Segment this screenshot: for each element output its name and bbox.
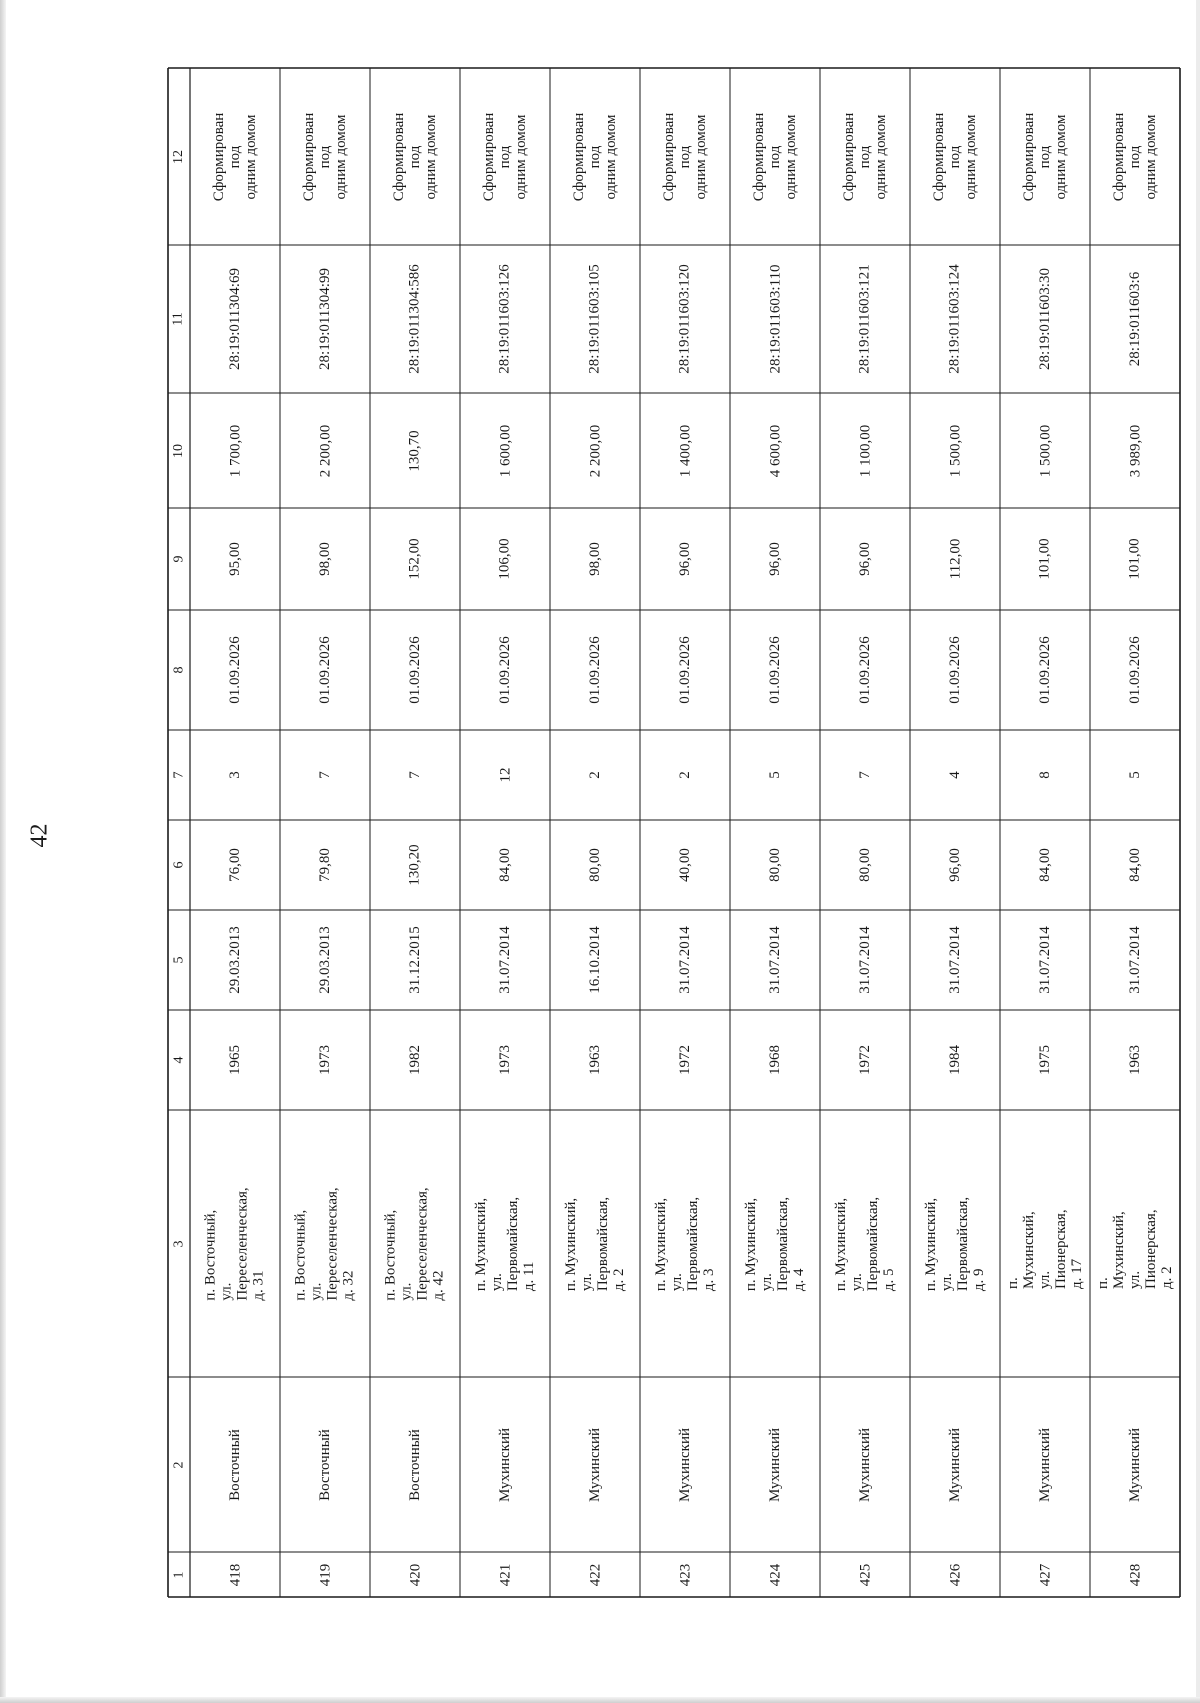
cell-cadastral-number-text: 28:19:011603:110 <box>767 264 784 374</box>
cell-cost-text: 130,70 <box>407 429 423 472</box>
cell-build-year-text: 1968 <box>767 1045 783 1075</box>
cell-resettlement-date-text: 01.09.2026 <box>1127 636 1143 704</box>
page-number <box>20 815 60 855</box>
cell-land-area-text: 101,00 <box>1037 538 1053 580</box>
cell-living-area-text: 84,00 <box>1037 848 1053 882</box>
header-col-2 <box>168 1377 190 1552</box>
cell-cadastral-number-text: 28:19:011304:99 <box>317 268 334 370</box>
cell-settlement-text: Мухинский <box>677 1427 693 1502</box>
cell-residents-text: 12 <box>497 767 513 783</box>
cell-emergency-date <box>820 910 910 1010</box>
cell-land-area <box>550 508 640 610</box>
scan-edge-left <box>0 0 6 1703</box>
header-col-1 <box>168 1552 190 1597</box>
cell-resettlement-date <box>460 610 550 730</box>
cell-living-area-text: 40,00 <box>677 848 693 882</box>
cell-address <box>1090 1110 1180 1377</box>
cell-land-area <box>1000 508 1090 610</box>
cell-row-number <box>640 1552 730 1597</box>
cell-cost-text: 4 600,00 <box>767 424 783 477</box>
cell-build-year <box>190 1010 280 1110</box>
cell-build-year <box>1090 1010 1180 1110</box>
cell-land-note <box>550 68 640 245</box>
cell-build-year-text: 1963 <box>1127 1045 1143 1075</box>
cell-row-number-text: 421 <box>497 1563 513 1586</box>
cell-emergency-date-text: 31.12.2015 <box>407 926 423 994</box>
cell-build-year-text: 1973 <box>497 1045 513 1075</box>
header-col-7-text: 7 <box>171 771 186 779</box>
cell-settlement-text: Мухинский <box>857 1427 873 1502</box>
cell-settlement-text: Мухинский <box>587 1427 603 1502</box>
cell-living-area <box>820 820 910 910</box>
header-col-12-text: 12 <box>171 149 186 164</box>
cell-address <box>460 1110 550 1377</box>
cell-land-note-text: Сформирован под одним домом <box>841 112 889 201</box>
cell-cost-text: 2 200,00 <box>587 424 603 477</box>
cell-living-area-text: 80,00 <box>767 848 783 882</box>
cell-build-year <box>730 1010 820 1110</box>
cell-row-number <box>730 1552 820 1597</box>
cell-cost-text: 1 500,00 <box>947 424 963 477</box>
cell-living-area-text: 84,00 <box>497 848 513 882</box>
cell-settlement <box>1090 1377 1180 1552</box>
cell-living-area <box>190 820 280 910</box>
cell-residents <box>280 730 370 820</box>
cell-land-area <box>190 508 280 610</box>
cell-living-area <box>640 820 730 910</box>
header-col-3 <box>168 1110 190 1377</box>
cell-emergency-date <box>550 910 640 1010</box>
cell-resettlement-date <box>190 610 280 730</box>
cell-resettlement-date <box>280 610 370 730</box>
cell-emergency-date <box>730 910 820 1010</box>
cell-cost <box>1090 393 1180 508</box>
header-col-5 <box>168 910 190 1010</box>
cell-land-note <box>190 68 280 245</box>
cell-land-note <box>1090 68 1180 245</box>
header-col-7 <box>168 730 190 820</box>
cell-residents <box>370 730 460 820</box>
cell-land-note <box>820 68 910 245</box>
header-col-9 <box>168 508 190 610</box>
cell-cost <box>730 393 820 508</box>
cell-residents-text: 4 <box>947 771 963 779</box>
cell-cost <box>190 393 280 508</box>
cell-settlement <box>460 1377 550 1552</box>
header-col-10 <box>168 393 190 508</box>
cell-address-text: п. Мухинский, ул. Пионерская, д. 17 <box>1005 1208 1085 1289</box>
cell-living-area <box>550 820 640 910</box>
cell-address-text: п. Мухинский, ул. Первомайская, д. 4 <box>743 1196 808 1291</box>
cell-settlement <box>1000 1377 1090 1552</box>
cell-row-number <box>280 1552 370 1597</box>
cell-land-area <box>730 508 820 610</box>
cell-land-note-text: Сформирован под одним домом <box>301 112 349 201</box>
cell-cadastral-number-text: 28:19:011603:121 <box>857 264 874 374</box>
cell-land-note-text: Сформирован под одним домом <box>571 112 619 201</box>
cell-build-year <box>820 1010 910 1110</box>
cell-living-area <box>910 820 1000 910</box>
cell-living-area <box>280 820 370 910</box>
cell-build-year-text: 1965 <box>227 1045 243 1075</box>
cell-land-note-text: Сформирован под одним домом <box>391 112 439 201</box>
cell-build-year-text: 1973 <box>317 1045 333 1075</box>
cell-build-year <box>640 1010 730 1110</box>
scan-edge-bottom <box>0 1697 1200 1703</box>
cell-living-area-text: 96,00 <box>947 848 963 882</box>
cell-land-area <box>370 508 460 610</box>
header-col-6-text: 6 <box>171 861 186 869</box>
cell-settlement-text: Восточный <box>407 1428 423 1501</box>
cell-cadastral-number <box>550 245 640 393</box>
cell-cadastral-number-text: 28:19:011603:105 <box>587 264 604 374</box>
cell-living-area-text: 80,00 <box>857 848 873 882</box>
cell-cost <box>280 393 370 508</box>
cell-build-year-text: 1975 <box>1037 1045 1053 1075</box>
cell-row-number <box>820 1552 910 1597</box>
header-col-8 <box>168 610 190 730</box>
cell-cadastral-number <box>820 245 910 393</box>
cell-cost <box>1000 393 1090 508</box>
cell-cadastral-number <box>1000 245 1090 393</box>
cell-cadastral-number-text: 28:19:011603:124 <box>947 264 964 374</box>
cell-land-area-text: 152,00 <box>407 538 423 580</box>
cell-row-number-text: 424 <box>767 1563 783 1586</box>
cell-land-area-text: 112,00 <box>946 538 963 580</box>
cell-land-note-text: Сформирован под одним домом <box>751 112 799 201</box>
cell-settlement-text: Мухинский <box>767 1427 783 1502</box>
cell-land-note <box>370 68 460 245</box>
cell-residents-text: 2 <box>587 771 603 779</box>
cell-address-text: п. Восточный, ул. Переселенческая, д. 31 <box>203 1186 268 1301</box>
cell-row-number <box>190 1552 280 1597</box>
cell-residents <box>640 730 730 820</box>
cell-cost-text: 1 100,00 <box>857 424 873 477</box>
cell-resettlement-date <box>820 610 910 730</box>
cell-residents <box>190 730 280 820</box>
cell-living-area-text: 80,00 <box>587 848 603 882</box>
cell-living-area <box>460 820 550 910</box>
cell-living-area <box>730 820 820 910</box>
cell-resettlement-date-text: 01.09.2026 <box>1037 636 1053 704</box>
cell-resettlement-date-text: 01.09.2026 <box>947 636 963 704</box>
cell-row-number-text: 423 <box>677 1563 693 1586</box>
cell-residents-text: 8 <box>1037 771 1053 779</box>
cell-land-note <box>280 68 370 245</box>
cell-land-note-text: Сформирован под одним домом <box>1021 112 1069 201</box>
cell-resettlement-date-text: 01.09.2026 <box>317 636 333 704</box>
cell-address <box>280 1110 370 1377</box>
cell-settlement <box>550 1377 640 1552</box>
cell-address-text: п. Мухинский, ул. Первомайская, д. 5 <box>833 1196 898 1291</box>
cell-address <box>820 1110 910 1377</box>
cell-row-number-text: 428 <box>1127 1563 1143 1586</box>
cell-cost-text: 1 700,00 <box>227 424 243 477</box>
cell-emergency-date-text: 31.07.2014 <box>677 926 693 994</box>
cell-build-year <box>1000 1010 1090 1110</box>
header-col-11-text: 11 <box>170 312 186 326</box>
cell-resettlement-date-text: 01.09.2026 <box>857 636 873 704</box>
header-col-10-text: 10 <box>171 443 186 458</box>
cell-emergency-date <box>910 910 1000 1010</box>
cell-living-area <box>1000 820 1090 910</box>
cell-emergency-date <box>190 910 280 1010</box>
cell-residents <box>1090 730 1180 820</box>
cell-emergency-date <box>1000 910 1090 1010</box>
cell-address-text: п. Мухинский, ул. Первомайская, д. 11 <box>473 1196 538 1291</box>
cell-land-area-text: 95,00 <box>227 542 243 576</box>
cell-cost <box>370 393 460 508</box>
cell-emergency-date <box>370 910 460 1010</box>
cell-settlement <box>820 1377 910 1552</box>
cell-residents <box>910 730 1000 820</box>
cell-cost-text: 1 400,00 <box>677 424 693 477</box>
cell-cost-text: 1 600,00 <box>497 424 513 477</box>
cell-address <box>1000 1110 1090 1377</box>
cell-row-number-text: 422 <box>587 1563 603 1586</box>
cell-cadastral-number-text: 28:19:011603:6 <box>1127 271 1144 367</box>
cell-settlement <box>280 1377 370 1552</box>
cell-residents-text: 3 <box>227 771 243 779</box>
cell-settlement <box>910 1377 1000 1552</box>
cell-cadastral-number <box>1090 245 1180 393</box>
cell-land-area-text: 96,00 <box>767 542 783 576</box>
cell-build-year <box>910 1010 1000 1110</box>
cell-row-number <box>1090 1552 1180 1597</box>
cell-build-year-text: 1972 <box>677 1045 693 1075</box>
cell-resettlement-date-text: 01.09.2026 <box>587 636 603 704</box>
cell-living-area <box>370 820 460 910</box>
cell-row-number <box>910 1552 1000 1597</box>
cell-emergency-date-text: 31.07.2014 <box>947 926 963 994</box>
cell-address <box>910 1110 1000 1377</box>
cell-emergency-date-text: 16.10.2014 <box>587 926 603 994</box>
cell-residents-text: 7 <box>407 771 423 779</box>
cell-row-number <box>370 1552 460 1597</box>
cell-build-year-text: 1963 <box>587 1045 603 1075</box>
cell-cadastral-number-text: 28:19:011603:30 <box>1037 268 1054 370</box>
cell-emergency-date-text: 31.07.2014 <box>857 926 873 994</box>
scan-edge-right <box>1196 0 1200 1703</box>
cell-build-year <box>550 1010 640 1110</box>
cell-living-area-text: 76,00 <box>227 848 243 882</box>
cell-row-number <box>1000 1552 1090 1597</box>
cell-emergency-date <box>640 910 730 1010</box>
cell-land-note <box>1000 68 1090 245</box>
cell-resettlement-date-text: 01.09.2026 <box>407 636 423 704</box>
cell-row-number-text: 419 <box>317 1563 333 1586</box>
cell-land-note <box>640 68 730 245</box>
cell-address <box>190 1110 280 1377</box>
cell-settlement-text: Восточный <box>227 1428 243 1501</box>
cell-address <box>730 1110 820 1377</box>
cell-build-year <box>280 1010 370 1110</box>
cell-resettlement-date <box>730 610 820 730</box>
header-col-1-text: 1 <box>171 1571 186 1578</box>
cell-resettlement-date <box>370 610 460 730</box>
cell-emergency-date-text: 31.07.2014 <box>497 926 513 994</box>
cell-build-year-text: 1982 <box>407 1045 423 1075</box>
cell-land-note-text: Сформирован под одним домом <box>481 112 529 201</box>
cell-cost <box>550 393 640 508</box>
cell-residents-text: 5 <box>767 771 783 779</box>
cell-land-note <box>460 68 550 245</box>
cell-build-year-text: 1984 <box>947 1045 963 1075</box>
cell-settlement-text: Мухинский <box>497 1427 513 1502</box>
cell-land-area <box>460 508 550 610</box>
cell-cost-text: 2 200,00 <box>317 424 333 477</box>
cell-emergency-date <box>1090 910 1180 1010</box>
cell-emergency-date <box>460 910 550 1010</box>
cell-address-text: п. Мухинский, ул. Первомайская, д. 2 <box>563 1196 628 1291</box>
cell-land-area-text: 98,00 <box>587 542 603 576</box>
cell-land-note-text: Сформирован под одним домом <box>661 112 709 201</box>
cell-resettlement-date <box>640 610 730 730</box>
cell-resettlement-date <box>1090 610 1180 730</box>
header-col-8-text: 8 <box>171 666 186 674</box>
cell-build-year <box>460 1010 550 1110</box>
cell-address <box>640 1110 730 1377</box>
cell-resettlement-date-text: 01.09.2026 <box>677 636 693 704</box>
cell-cadastral-number-text: 28:19:011603:120 <box>677 264 694 374</box>
cell-settlement-text: Восточный <box>317 1428 333 1501</box>
cell-cadastral-number <box>640 245 730 393</box>
cell-resettlement-date <box>910 610 1000 730</box>
cell-land-area-text: 106,00 <box>497 538 513 580</box>
header-col-11 <box>168 245 190 393</box>
cell-address-text: п. Восточный, ул. Переселенческая, д. 42 <box>383 1186 448 1301</box>
cell-land-area-text: 96,00 <box>677 542 693 576</box>
cell-cost-text: 1 500,00 <box>1037 424 1053 477</box>
cell-cadastral-number <box>730 245 820 393</box>
cell-resettlement-date-text: 01.09.2026 <box>497 636 513 704</box>
cell-emergency-date-text: 29.03.2013 <box>317 926 333 994</box>
cell-land-area <box>910 508 1000 610</box>
cell-address-text: п. Мухинский, ул. Первомайская, д. 9 <box>923 1196 988 1291</box>
cell-land-note <box>730 68 820 245</box>
header-col-2-text: 2 <box>171 1461 186 1468</box>
cell-residents-text: 7 <box>857 771 873 779</box>
cell-emergency-date-text: 31.07.2014 <box>1037 926 1053 994</box>
cell-land-note-text: Сформирован под одним домом <box>931 112 979 201</box>
cell-residents <box>1000 730 1090 820</box>
header-col-4-text: 4 <box>171 1056 186 1064</box>
cell-settlement <box>640 1377 730 1552</box>
cell-emergency-date-text: 31.07.2014 <box>767 926 783 994</box>
cell-cadastral-number <box>190 245 280 393</box>
cell-row-number-text: 420 <box>407 1563 423 1586</box>
cell-settlement <box>190 1377 280 1552</box>
cell-land-area-text: 96,00 <box>857 542 873 576</box>
cell-row-number-text: 418 <box>227 1563 243 1586</box>
cell-row-number-text: 426 <box>947 1563 963 1586</box>
cell-address-text: п. Восточный, ул. Переселенческая, д. 32 <box>293 1186 358 1301</box>
cell-land-area <box>1090 508 1180 610</box>
cell-land-area <box>280 508 370 610</box>
cell-cost <box>820 393 910 508</box>
header-col-5-text: 5 <box>171 956 186 964</box>
cell-row-number <box>460 1552 550 1597</box>
cell-row-number-text: 427 <box>1037 1563 1053 1586</box>
cell-land-note-text: Сформирован под одним домом <box>1111 112 1159 201</box>
cell-cadastral-number <box>910 245 1000 393</box>
cell-cost <box>640 393 730 508</box>
header-col-12 <box>168 68 190 245</box>
cell-residents <box>730 730 820 820</box>
cell-resettlement-date <box>1000 610 1090 730</box>
cell-land-area <box>640 508 730 610</box>
cell-address <box>370 1110 460 1377</box>
cell-cadastral-number-text: 28:19:011603:126 <box>497 264 514 374</box>
cell-cost <box>910 393 1000 508</box>
cell-settlement <box>730 1377 820 1552</box>
cell-emergency-date <box>280 910 370 1010</box>
cell-residents-text: 7 <box>317 771 333 779</box>
cell-living-area-text: 130,20 <box>407 844 423 886</box>
header-col-9-text: 9 <box>171 555 186 563</box>
cell-land-note-text: Сформирован под одним домом <box>211 112 259 201</box>
cell-build-year-text: 1972 <box>857 1045 873 1075</box>
cell-settlement <box>370 1377 460 1552</box>
cell-cost <box>460 393 550 508</box>
cell-land-note <box>910 68 1000 245</box>
cell-settlement-text: Мухинский <box>1127 1427 1143 1502</box>
header-col-4 <box>168 1010 190 1110</box>
cell-address-text: п. Мухинский, ул. Пионерская, д. 2 <box>1095 1208 1175 1289</box>
cell-settlement-text: Мухинский <box>947 1427 963 1502</box>
cell-residents-text: 5 <box>1127 771 1143 779</box>
cell-cadastral-number <box>280 245 370 393</box>
cell-row-number-text: 425 <box>857 1563 873 1586</box>
cell-cadastral-number-text: 28:19:011304:586 <box>407 264 424 374</box>
cell-land-area-text: 98,00 <box>317 542 333 576</box>
cell-row-number <box>550 1552 640 1597</box>
cell-emergency-date-text: 29.03.2013 <box>227 926 243 994</box>
cell-land-area <box>820 508 910 610</box>
cell-emergency-date-text: 31.07.2014 <box>1127 926 1143 994</box>
cell-living-area <box>1090 820 1180 910</box>
cell-cost-text: 3 989,00 <box>1127 424 1143 477</box>
header-col-3-text: 3 <box>171 1240 186 1247</box>
cell-resettlement-date <box>550 610 640 730</box>
cell-resettlement-date-text: 01.09.2026 <box>227 636 243 704</box>
cell-cadastral-number <box>370 245 460 393</box>
header-col-6 <box>168 820 190 910</box>
cell-residents <box>550 730 640 820</box>
cell-settlement-text: Мухинский <box>1037 1427 1053 1502</box>
cell-residents <box>460 730 550 820</box>
cell-living-area-text: 84,00 <box>1127 848 1143 882</box>
cell-address <box>550 1110 640 1377</box>
cell-address-text: п. Мухинский, ул. Первомайская, д. 3 <box>653 1196 718 1291</box>
cell-build-year <box>370 1010 460 1110</box>
cell-cadastral-number-text: 28:19:011304:69 <box>227 268 244 370</box>
cell-cadastral-number <box>460 245 550 393</box>
cell-land-area-text: 101,00 <box>1127 538 1143 580</box>
cell-living-area-text: 79,80 <box>317 848 333 882</box>
cell-residents <box>820 730 910 820</box>
page-number-text: 42 <box>26 823 53 847</box>
cell-resettlement-date-text: 01.09.2026 <box>767 636 783 704</box>
cell-residents-text: 2 <box>677 771 693 779</box>
